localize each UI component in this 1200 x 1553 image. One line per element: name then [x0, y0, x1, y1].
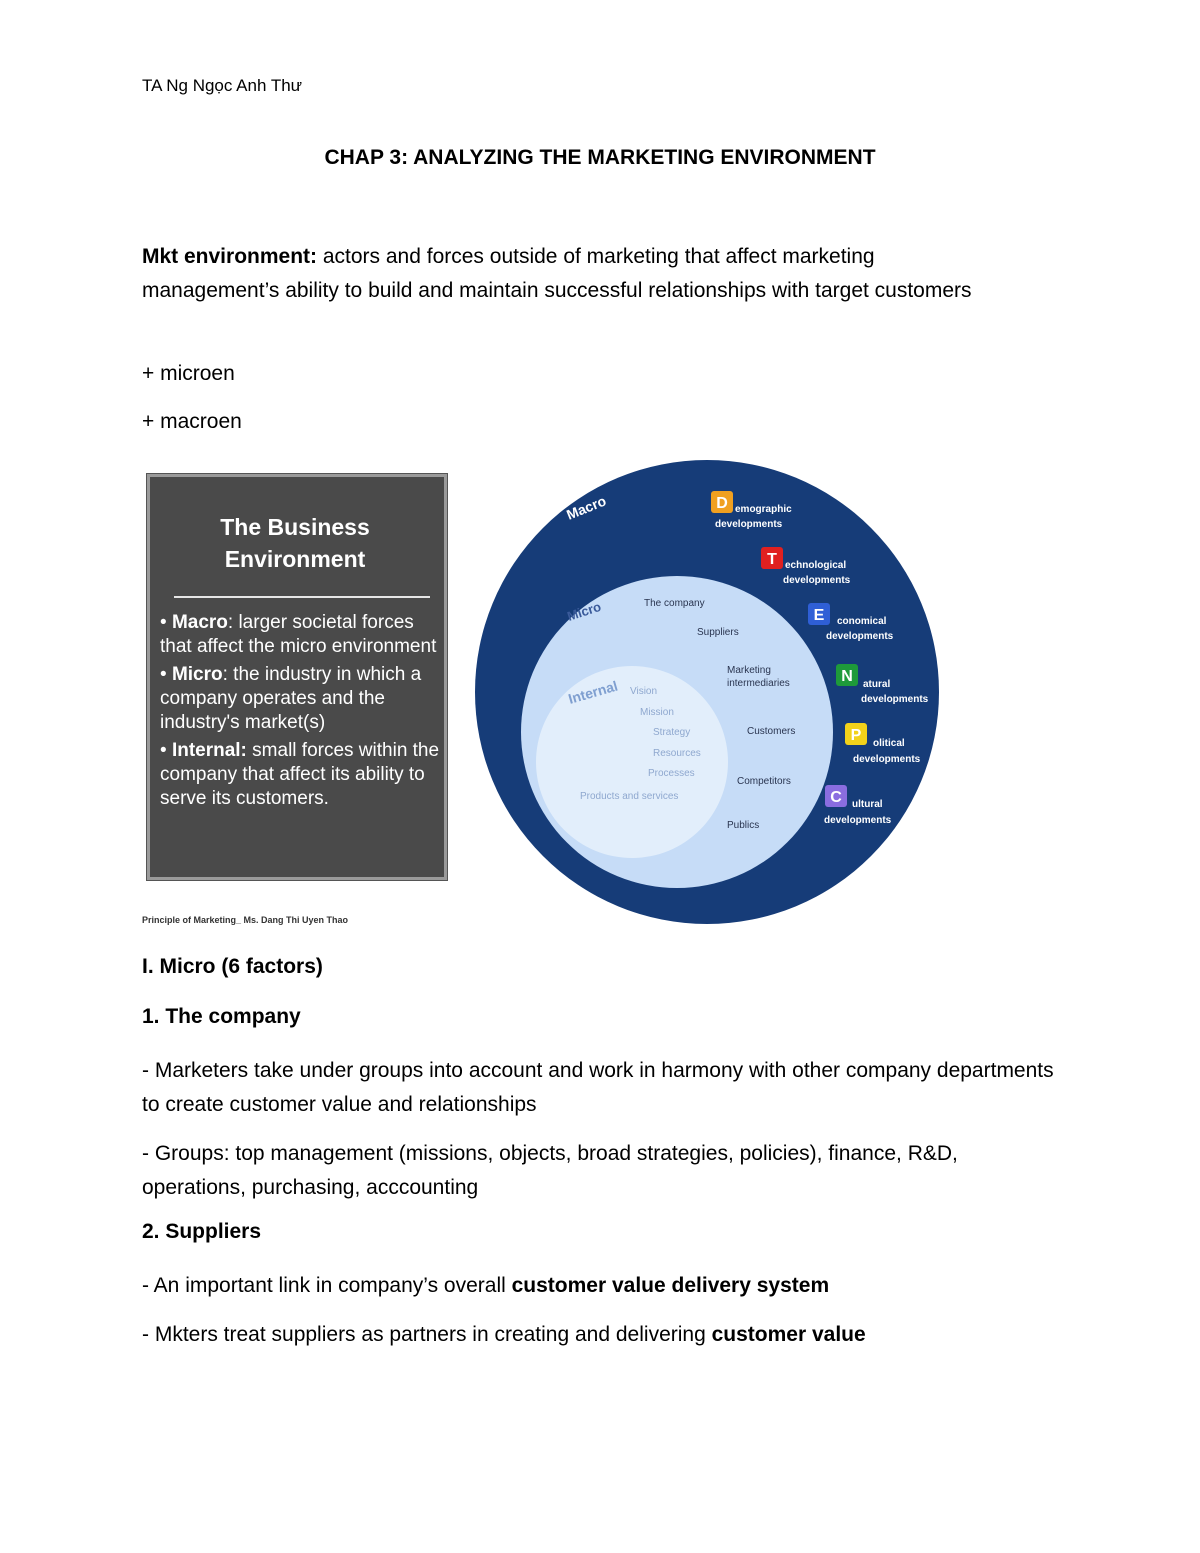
factor-line1: atural: [863, 679, 891, 690]
factor-letter: T: [767, 551, 777, 568]
company-point-2: - Groups: top management (missions, objects, broad strategies, policies), finance, R&D, operations, purchasing, acccounting: [142, 1142, 958, 1199]
factor-line2: developments: [861, 694, 929, 705]
subsection-heading-company: 1. The company: [142, 1005, 301, 1028]
panel-item-macro: • Macro: larger societal forces that affect the micro environment: [160, 612, 437, 657]
factor-line2: developments: [853, 754, 921, 765]
factor-line1: ultural: [852, 799, 883, 810]
internal-item-products: Products and services: [580, 791, 679, 802]
micro-item-suppliers: Suppliers: [697, 627, 739, 638]
factor-letter: C: [830, 789, 842, 806]
page-title: CHAP 3: ANALYZING THE MARKETING ENVIRONMENT: [324, 146, 876, 169]
factor-letter: D: [716, 495, 728, 512]
section-heading-micro: I. Micro (6 factors): [142, 955, 323, 978]
author-header: TA Ng Ngọc Anh Thư: [142, 76, 303, 95]
panel-item-internal: • Internal: small forces within the company that affect its ability to serve its customers.: [160, 740, 440, 809]
business-environment-panel: [147, 474, 447, 880]
macro-label: Macro: [564, 492, 609, 523]
internal-item-vision: Vision: [630, 686, 658, 697]
factor-line1: olitical: [873, 738, 905, 749]
factor-line2: developments: [715, 519, 783, 530]
suppliers-point-bold: customer value delivery system: [511, 1274, 830, 1297]
suppliers-point-bold: customer value: [711, 1323, 866, 1346]
panel-items: [160, 611, 450, 815]
micro-label: Micro: [565, 598, 603, 624]
definition-text: actors and forces outside of marketing that affect marketing management’s ability to build and maintain successful relationships with target customers: [142, 245, 972, 302]
definition-paragraph: [142, 240, 1002, 308]
suppliers-point-text: - Mkters treat suppliers as partners in creating and delivering: [142, 1323, 712, 1346]
panel-item-text: : the industry in which a company operates and the industry's market(s): [160, 664, 422, 733]
panel-item-micro: • Micro: the industry in which a company operates and the industry's market(s): [160, 664, 422, 733]
factor-letter: P: [850, 727, 862, 744]
factor-letter: E: [813, 607, 825, 624]
micro-item-marketing: Marketing: [727, 665, 771, 676]
suppliers-point-2: [142, 1318, 866, 1352]
factor-line1: conomical: [837, 616, 887, 627]
environment-circle-diagram: [467, 457, 949, 927]
panel-title-line2: Environment: [224, 546, 366, 572]
panel-item-term: Micro: [171, 664, 223, 685]
panel-item-term: Internal:: [171, 740, 247, 761]
micro-item-publics: Publics: [727, 820, 760, 831]
factor-line1: echnological: [785, 560, 847, 571]
panel-item-term: Macro: [171, 612, 228, 633]
panel-item-text: : larger societal forces that affect the micro environment: [160, 612, 437, 657]
panel-divider: [174, 596, 430, 598]
figure-credit: Principle of Marketing_ Ms. Dang Thi Uyen Thao: [142, 915, 349, 925]
micro-item-company: The company: [644, 598, 705, 609]
factor-letter: N: [841, 668, 853, 685]
internal-item-strategy: Strategy: [653, 727, 691, 738]
definition-term: Mkt environment:: [142, 245, 318, 268]
internal-label: Internal: [566, 677, 620, 707]
internal-item-processes: Processes: [648, 768, 695, 779]
micro-item-intermediaries: intermediaries: [727, 678, 790, 689]
bullet-macroen: + macroen: [142, 410, 242, 433]
micro-item-customers: Customers: [747, 726, 796, 737]
internal-item-mission: Mission: [640, 707, 674, 718]
bullet-microen: + microen: [142, 362, 235, 385]
panel-item-text: small forces within the company that affect its ability to serve its customers.: [160, 740, 440, 809]
factor-line2: developments: [824, 815, 892, 826]
panel-title-line1: The Business: [220, 514, 370, 540]
panel-title: [150, 511, 440, 575]
subsection-heading-suppliers: 2. Suppliers: [142, 1220, 262, 1243]
factor-line1: emographic: [735, 504, 792, 515]
company-point-1: - Marketers take under groups into account and work in harmony with other company departments to create customer value and relationships: [142, 1059, 1054, 1116]
micro-item-competitors: Competitors: [737, 776, 791, 787]
suppliers-point-1: [142, 1269, 829, 1303]
suppliers-point-text: - An important link in company’s overall: [142, 1274, 512, 1297]
factor-line2: developments: [783, 575, 851, 586]
internal-item-resources: Resources: [653, 748, 701, 759]
factor-line2: developments: [826, 631, 894, 642]
